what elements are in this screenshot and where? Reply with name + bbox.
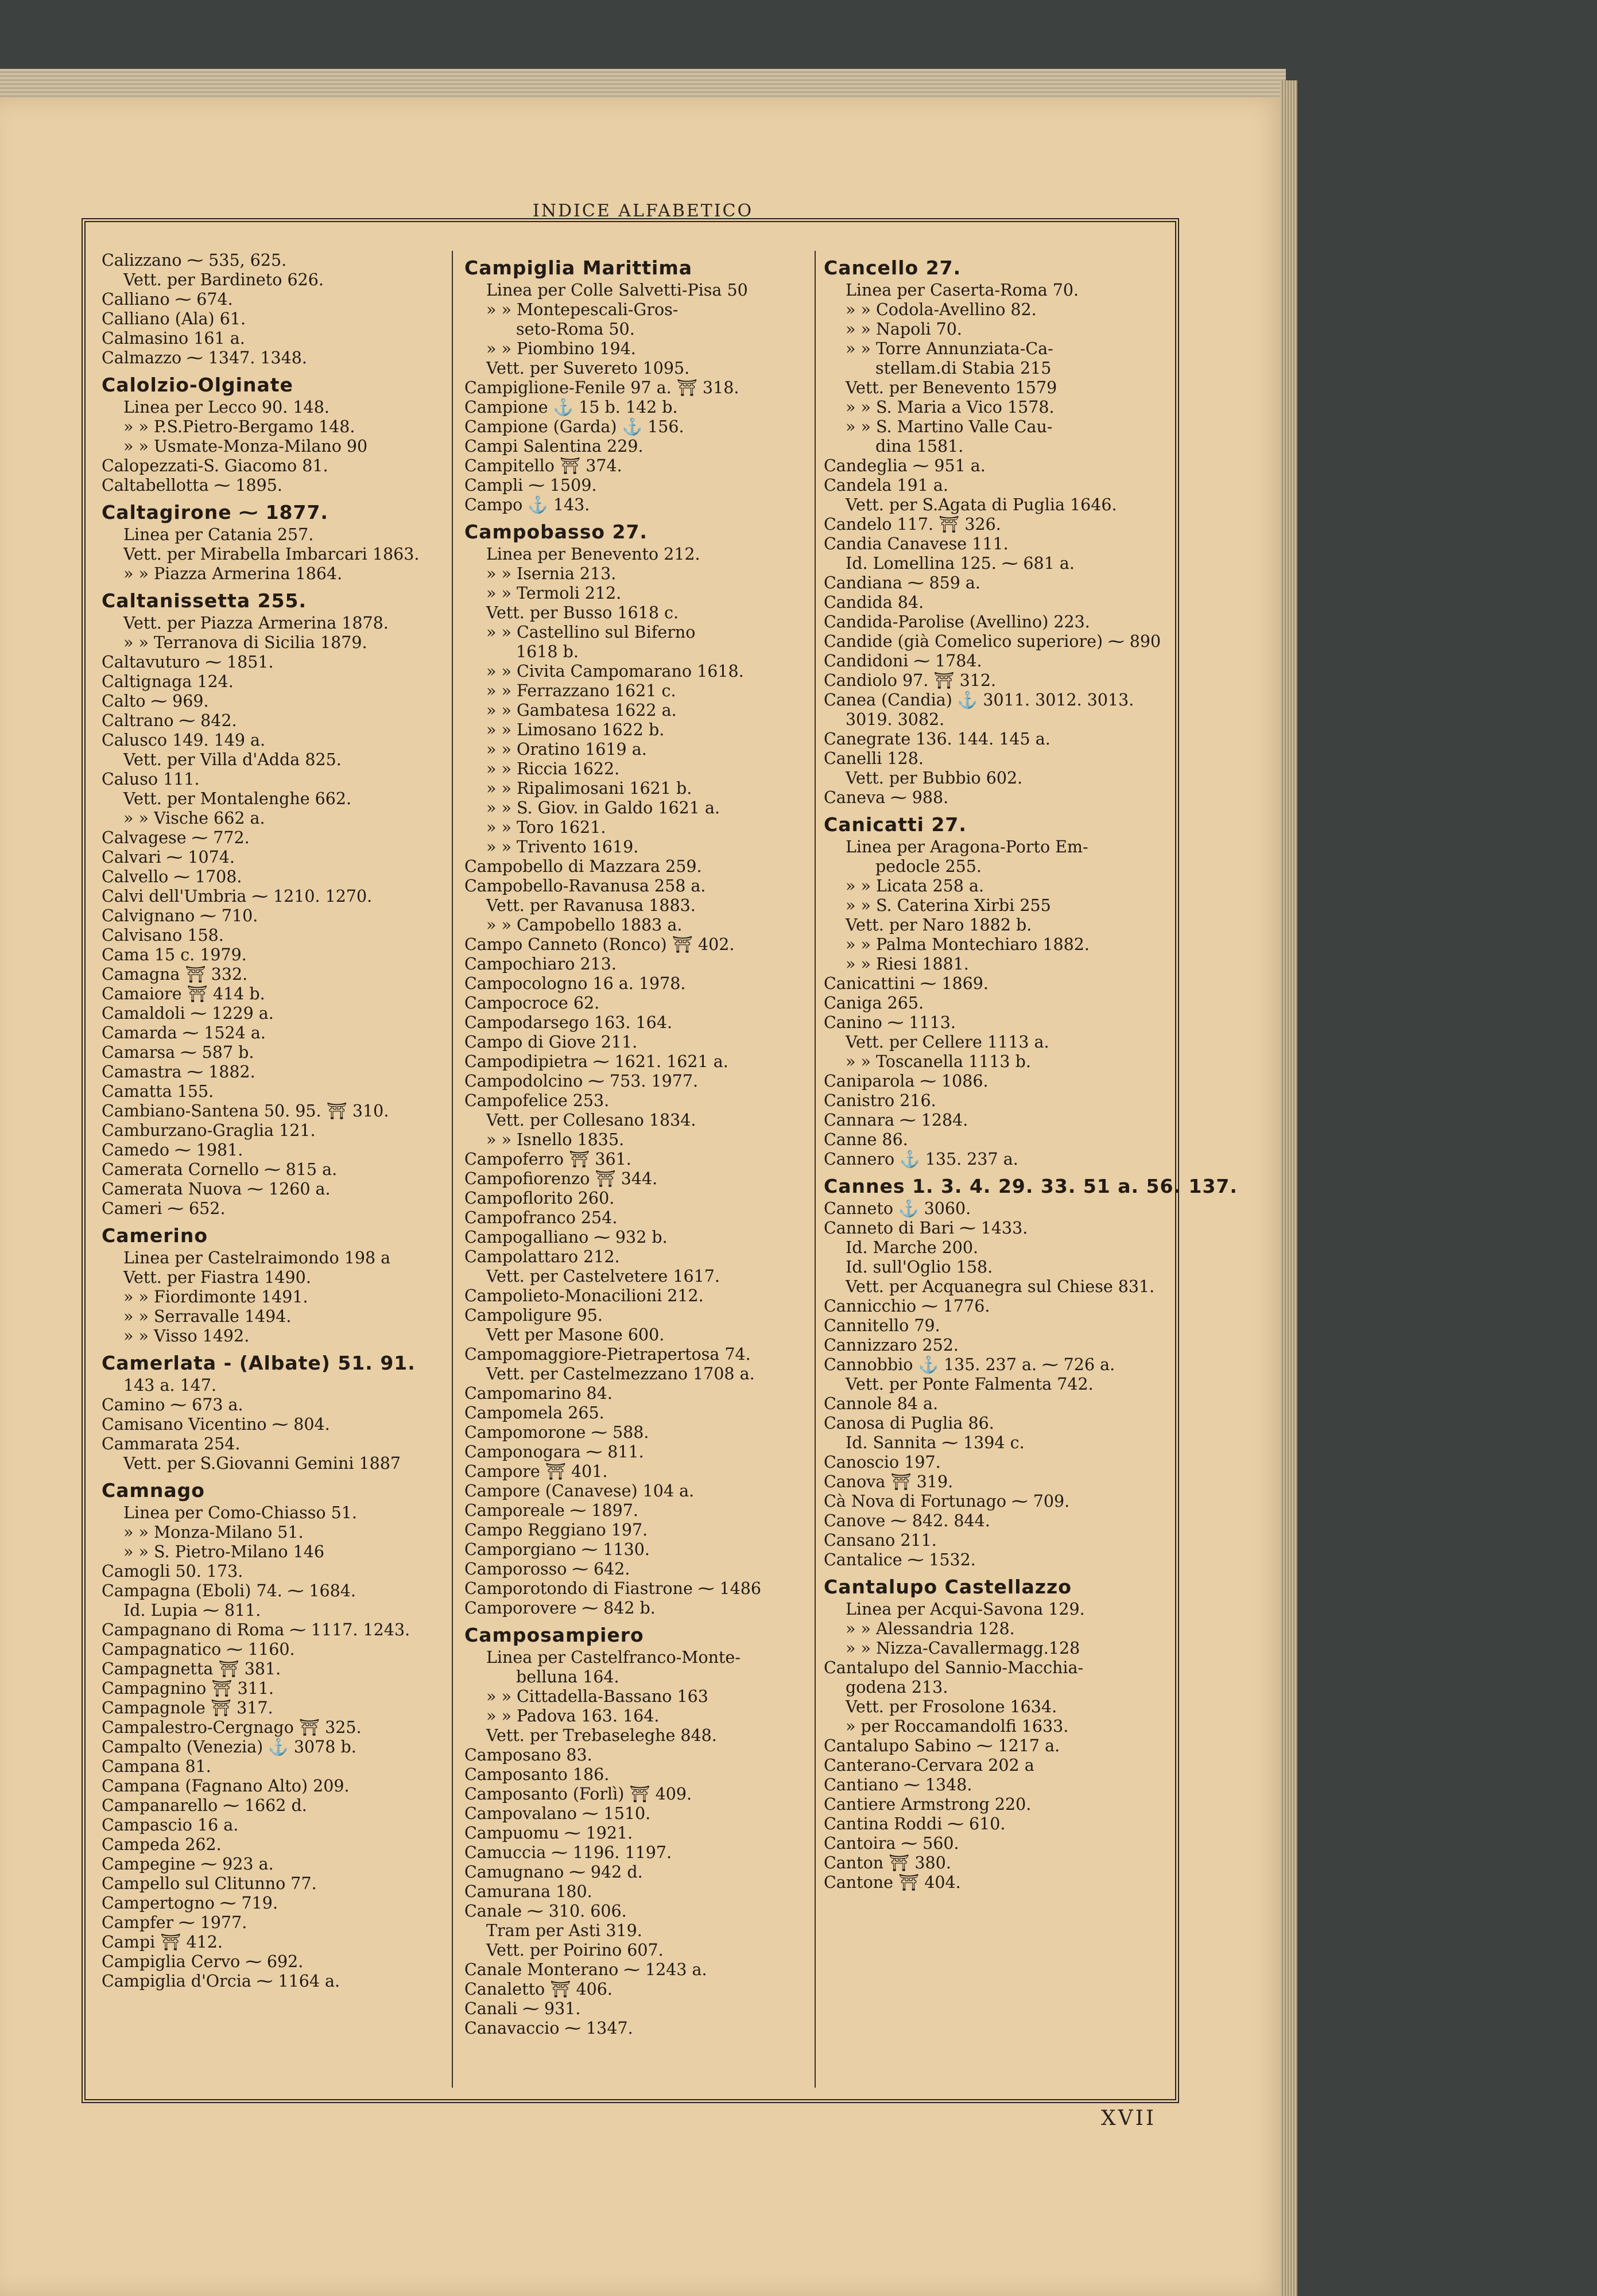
index-entry-line: dina 1581. (875, 437, 964, 456)
index-entry-line: Campertogno ⁓ 719. (102, 1894, 278, 1913)
index-entry-line: Caniparola ⁓ 1086. (824, 1072, 989, 1091)
index-entry-line: Vett. per S.Giovanni Gemini 1887 (123, 1454, 401, 1473)
index-entry-line: Canale ⁓ 310. 606. (464, 1902, 627, 1921)
index-entry-heading: Calolzio-Olginate (102, 374, 293, 396)
index-entry-line: Campochiaro 213. (464, 955, 617, 974)
index-entry-line: Campolattaro 212. (464, 1247, 620, 1266)
index-entry-line: » » Terranova di Sicilia 1879. (123, 633, 367, 652)
index-entry-line: 3019. 3082. (846, 710, 945, 729)
index-entry-line: » » S. Giov. in Galdo 1621 a. (486, 798, 720, 817)
index-entry-line: Campli ⁓ 1509. (464, 476, 597, 495)
index-entry-line: Camarsa ⁓ 587 b. (102, 1043, 254, 1062)
index-entry-line: Campanarello ⁓ 1662 d. (102, 1796, 307, 1815)
index-entry-line: Camponogara ⁓ 811. (464, 1442, 644, 1461)
index-entry-line: Campione ⚓ 15 b. 142 b. (464, 398, 678, 417)
index-entry-line: Cama 15 c. 1979. (102, 945, 247, 964)
index-entry-line: stellam.di Stabia 215 (875, 359, 1052, 378)
index-entry-line: Campofiorenzo ⛩ 344. (464, 1169, 658, 1188)
index-entry-line: » » Toro 1621. (486, 818, 606, 837)
index-entry-line: Campana (Fagnano Alto) 209. (102, 1777, 350, 1795)
index-column-1 (102, 251, 440, 2088)
index-entry-line: Candidoni ⁓ 1784. (824, 651, 982, 670)
index-entry-line: Cammarata 254. (102, 1434, 241, 1453)
index-entry-line: Campocologno 16 a. 1978. (464, 974, 686, 993)
index-entry-line: Campegine ⁓ 923 a. (102, 1855, 274, 1874)
index-entry-line: » » Serravalle 1494. (123, 1307, 292, 1326)
index-entry-line: Vett. per Piazza Armerina 1878. (123, 614, 389, 633)
index-entry-heading: Canicatti 27. (824, 813, 967, 836)
index-entry-line: Vett. per Collesano 1834. (486, 1111, 696, 1130)
index-entry-line: Campomela 265. (464, 1403, 604, 1422)
index-entry-line: Campascio 16 a. (102, 1816, 239, 1835)
index-entry-line: Campomorone ⁓ 588. (464, 1423, 649, 1442)
index-entry-line: Calvagese ⁓ 772. (102, 828, 250, 847)
index-entry-line: » » Licata 258 a. (846, 876, 984, 895)
page-number: XVII (1101, 2107, 1157, 2130)
index-entry-line: » » S. Caterina Xirbi 255 (846, 896, 1051, 915)
index-entry-line: Canistro 216. (824, 1091, 936, 1110)
index-entry-line: Linea per Benevento 212. (486, 545, 700, 564)
index-entry-line: » » Padova 163. 164. (486, 1707, 660, 1725)
index-entry-line: Calusco 149. 149 a. (102, 731, 266, 750)
index-entry-line: Cantoira ⁓ 560. (824, 1834, 959, 1853)
index-entry-line: Camurana 180. (464, 1882, 592, 1901)
index-entry-line: » » Visso 1492. (123, 1327, 250, 1345)
index-entry-line: Canova ⛩ 319. (824, 1472, 953, 1491)
index-entry-line: Campovalano ⁓ 1510. (464, 1804, 651, 1823)
index-entry-line: » » Piazza Armerina 1864. (123, 564, 343, 583)
index-entry-line: » » S. Pietro-Milano 146 (123, 1542, 325, 1561)
index-entry-line: Canton ⛩ 380. (824, 1853, 951, 1872)
index-entry-line: Campalestro-Cergnago ⛩ 325. (102, 1718, 362, 1737)
index-entry-line: Id. Sannita ⁓ 1394 c. (846, 1433, 1025, 1452)
index-entry-line: Camposano 83. (464, 1746, 592, 1764)
index-entry-line: Canali ⁓ 931. (464, 1999, 581, 2018)
index-entry-line: » » Civita Campomarano 1618. (486, 662, 744, 681)
index-entry-line: Linea per Castelfranco-Monte- (486, 1648, 741, 1667)
index-entry-line: Caneva ⁓ 988. (824, 788, 949, 807)
index-entry-line: Canea (Candia) ⚓ 3011. 3012. 3013. (824, 691, 1134, 709)
index-entry-line: Caltrano ⁓ 842. (102, 711, 237, 730)
index-entry-line: Campoligure 95. (464, 1306, 603, 1325)
index-entry-line: Campore ⛩ 401. (464, 1462, 608, 1481)
index-entry-line: Canoscio 197. (824, 1453, 941, 1472)
index-entry-line: » » Monza-Milano 51. (123, 1523, 304, 1542)
index-entry-line: Camposanto 186. (464, 1765, 610, 1784)
index-entry-line: Vett. per Busso 1618 c. (486, 603, 679, 622)
index-entry-line: Candida 84. (824, 593, 924, 612)
index-entry-line: Calmasino 161 a. (102, 329, 245, 348)
index-entry-line: Camatta 155. (102, 1082, 214, 1101)
index-entry-heading: Camposampiero (464, 1624, 644, 1646)
index-entry-line: Canneto di Bari ⁓ 1433. (824, 1219, 1028, 1238)
index-entry-line: Camuccia ⁓ 1196. 1197. (464, 1843, 672, 1862)
index-entry-line: Camisano Vicentino ⁓ 804. (102, 1415, 330, 1434)
index-entry-line: Candeglia ⁓ 951 a. (824, 456, 986, 475)
index-entry-line: » » Ripalimosani 1621 b. (486, 779, 692, 798)
index-entry-line: Cannizzaro 252. (824, 1336, 959, 1355)
index-entry-line: » » Termoli 212. (486, 584, 622, 603)
index-entry-line: Calmazzo ⁓ 1347. 1348. (102, 348, 307, 367)
index-entry-line: Candiana ⁓ 859 a. (824, 573, 980, 592)
index-entry-line: Campodarsego 163. 164. (464, 1013, 673, 1032)
index-entry-heading: Camerlata - (Albate) 51. 91. (102, 1352, 416, 1374)
index-entry-line: Linea per Acqui-Savona 129. (846, 1600, 1085, 1619)
index-entry-line: Campocroce 62. (464, 994, 600, 1013)
running-header: INDICE ALFABETICO (532, 201, 754, 221)
index-entry-heading: Caltanissetta 255. (102, 589, 307, 612)
index-entry-line: Camastra ⁓ 1882. (102, 1062, 255, 1081)
index-entry-line: » » Usmate-Monza-Milano 90 (123, 437, 368, 456)
index-entry-line: Campuomu ⁓ 1921. (464, 1824, 633, 1843)
index-entry-line: » » P.S.Pietro-Bergamo 148. (123, 417, 355, 436)
index-entry-line: » » Nizza-Cavallermagg.128 (846, 1639, 1080, 1658)
index-entry-line: Cantina Roddi ⁓ 610. (824, 1814, 1006, 1833)
index-entry-line: Calvisano 158. (102, 926, 224, 945)
index-entry-line: » » Ferrazzano 1621 c. (486, 681, 676, 700)
index-entry-line: Campagnatico ⁓ 1160. (102, 1640, 295, 1659)
index-entry-line: Cannole 84 a. (824, 1394, 939, 1413)
index-entry-heading: Cantalupo Castellazzo (824, 1576, 1072, 1598)
index-entry-line: Linea per Lecco 90. 148. (123, 398, 330, 417)
index-entry-line: Calvari ⁓ 1074. (102, 848, 235, 867)
index-entry-line: Caltignaga 124. (102, 672, 234, 691)
index-entry-line: Vett. per Cellere 1113 a. (846, 1033, 1049, 1052)
index-entry-line: » » Alessandria 128. (846, 1619, 1015, 1638)
index-entry-line: Id. Lomellina 125. ⁓ 681 a. (846, 554, 1075, 573)
index-entry-line: Cambiano-Santena 50. 95. ⛩ 310. (102, 1102, 389, 1120)
index-entry-line: Camporotondo di Fiastrone ⁓ 1486 (464, 1579, 761, 1598)
index-entry-line: Vett. per Montalenghe 662. (123, 789, 352, 808)
index-entry-line: Candiolo 97. ⛩ 312. (824, 671, 997, 690)
index-entry-line: Vett. per Trebaseleghe 848. (486, 1726, 717, 1745)
index-entry-line: Campeda 262. (102, 1835, 222, 1854)
index-entry-line: belluna 164. (516, 1667, 619, 1686)
index-entry-line: Candia Canavese 111. (824, 534, 1009, 553)
index-entry-line: Campiglia Cervo ⁓ 692. (102, 1952, 304, 1971)
index-entry-heading: Cancello 27. (824, 257, 962, 279)
index-entry-line: Canne 86. (824, 1130, 908, 1149)
index-entry-heading: Campobasso 27. (464, 521, 648, 543)
index-entry-line: Campolieto-Monacilioni 212. (464, 1286, 704, 1305)
index-entry-line: » » S. Martino Valle Cau- (846, 417, 1053, 436)
index-entry-line: Cameri ⁓ 652. (102, 1199, 226, 1218)
column-divider-1 (452, 251, 453, 2088)
index-entry-line: Camburzano-Graglia 121. (102, 1121, 316, 1140)
index-entry-line: Canaletto ⛩ 406. (464, 1980, 613, 1999)
index-entry-line: godena 213. (846, 1678, 948, 1697)
index-entry-line: » » Cittadella-Bassano 163 (486, 1687, 708, 1706)
index-entry-line: Cà Nova di Fortunago ⁓ 709. (824, 1492, 1070, 1511)
index-entry-line: » » Palma Montechiaro 1882. (846, 935, 1090, 954)
index-entry-line: Vett. per Benevento 1579 (846, 378, 1057, 397)
index-entry-line: Cantiere Armstrong 220. (824, 1795, 1032, 1814)
index-entry-line: Canino ⁓ 1113. (824, 1013, 956, 1032)
index-entry-line: Linea per Como-Chiasso 51. (123, 1503, 357, 1522)
index-entry-line: Calvi dell'Umbria ⁓ 1210. 1270. (102, 887, 373, 906)
index-entry-line: Cannobbio ⚓ 135. 237 a. ⁓ 726 a. (824, 1355, 1115, 1374)
index-entry-heading: Campiglia Marittima (464, 257, 693, 279)
index-entry-line: » » Torre Annunziata-Ca- (846, 339, 1053, 358)
index-entry-line: » » Trivento 1619. (486, 837, 639, 856)
index-entry-line: Calliano (Ala) 61. (102, 309, 246, 328)
index-entry-line: Camogli 50. 173. (102, 1562, 243, 1581)
index-entry-line: Camerata Nuova ⁓ 1260 a. (102, 1180, 331, 1199)
index-entry-line: Campagnino ⛩ 311. (102, 1679, 274, 1698)
index-entry-line: » » Riccia 1622. (486, 759, 620, 778)
index-entry-line: » » Codola-Avellino 82. (846, 300, 1037, 319)
index-entry-line: Campagnetta ⛩ 381. (102, 1659, 281, 1678)
index-entry-line: » » Oratino 1619 a. (486, 740, 647, 759)
index-entry-line: Camporovere ⁓ 842 b. (464, 1599, 656, 1618)
index-entry-line: Campobello di Mazzara 259. (464, 857, 702, 876)
index-entry-line: Campodolcino ⁓ 753. 1977. (464, 1072, 699, 1091)
index-entry-line: Campagnano di Roma ⁓ 1117. 1243. (102, 1620, 410, 1639)
index-entry-line: Camaiore ⛩ 414 b. (102, 984, 265, 1003)
index-entry-line: Tram per Asti 319. (486, 1921, 642, 1940)
index-entry-line: Vett. per Naro 1882 b. (846, 916, 1032, 934)
index-entry-line: » » Fiordimonte 1491. (123, 1287, 308, 1306)
index-entry-line: Campofranco 254. (464, 1208, 618, 1227)
index-entry-line: Campagnole ⛩ 317. (102, 1698, 273, 1717)
index-entry-line: Campogalliano ⁓ 932 b. (464, 1228, 668, 1247)
index-entry-line: » » Limosano 1622 b. (486, 720, 665, 739)
index-entry-line: Candide (già Comelico superiore) ⁓ 890 (824, 632, 1161, 651)
index-entry-line: Camerata Cornello ⁓ 815 a. (102, 1160, 338, 1179)
index-entry-line: » » S. Maria a Vico 1578. (846, 398, 1055, 417)
index-entry-line: Vett. per S.Agata di Puglia 1646. (846, 495, 1117, 514)
index-entry-line: Campomaggiore-Pietrapertosa 74. (464, 1345, 751, 1364)
index-entry-line: » » Isnello 1835. (486, 1130, 625, 1149)
index-entry-line: Campiglia d'Orcia ⁓ 1164 a. (102, 1972, 340, 1991)
index-entry-heading: Camnago (102, 1479, 205, 1502)
index-entry-line: Canterano-Cervara 202 a (824, 1756, 1034, 1775)
index-entry-line: Campagna (Eboli) 74. ⁓ 1684. (102, 1581, 356, 1600)
index-entry-line: Camporgiano ⁓ 1130. (464, 1540, 650, 1559)
index-entry-line: Campione (Garda) ⚓ 156. (464, 417, 684, 436)
index-entry-line: Caluso 111. (102, 770, 200, 789)
index-entry-line: Cannero ⚓ 135. 237 a. (824, 1150, 1018, 1169)
index-entry-line: Linea per Catania 257. (123, 525, 314, 544)
index-entry-line: » » Napoli 70. (846, 320, 962, 339)
index-entry-line: 143 a. 147. (123, 1376, 217, 1395)
index-entry-line: Cantalice ⁓ 1532. (824, 1550, 976, 1569)
index-entry-line: Linea per Castelraimondo 198 a (123, 1248, 391, 1267)
index-entry-line: Campitello ⛩ 374. (464, 456, 622, 475)
index-entry-line: Calopezzati-S. Giacomo 81. (102, 456, 328, 475)
index-entry-line: Campo di Giove 211. (464, 1033, 638, 1052)
index-entry-heading: Camerino (102, 1224, 208, 1247)
index-entry-line: Canavaccio ⁓ 1347. (464, 2019, 633, 2038)
index-entry-line: Candelo 117. ⛩ 326. (824, 515, 1001, 534)
index-entry-line: Vett per Masone 600. (486, 1325, 665, 1344)
index-entry-line: Campi ⛩ 412. (102, 1933, 223, 1952)
index-entry-line: Caltavuturo ⁓ 1851. (102, 653, 274, 672)
index-entry-line: Candida-Parolise (Avellino) 223. (824, 612, 1090, 631)
index-entry-line: » » Isernia 213. (486, 564, 617, 583)
index-entry-line: Camarda ⁓ 1524 a. (102, 1023, 266, 1042)
index-entry-line: Cansano 211. (824, 1531, 937, 1550)
index-entry-heading: Cannes 1. 3. 4. 29. 33. 51 a. 56. 137. (824, 1175, 1238, 1197)
index-entry-line: Vett. per Acquanegra sul Chiese 831. (846, 1277, 1155, 1296)
index-column-3 (824, 251, 1238, 2088)
index-entry-line: Campoflorito 260. (464, 1189, 615, 1208)
index-entry-line: Vett. per Frosolone 1634. (846, 1697, 1057, 1716)
index-entry-line: Vett. per Castelvetere 1617. (486, 1267, 720, 1286)
index-entry-line: » » Riesi 1881. (846, 955, 969, 974)
index-entry-line: pedocle 255. (875, 857, 982, 876)
index-entry-line: Campo Canneto (Ronco) ⛩ 402. (464, 935, 735, 954)
index-entry-line: Vett. per Ponte Falmenta 742. (846, 1375, 1094, 1394)
index-entry-line: Camposanto (Forlì) ⛩ 409. (464, 1785, 692, 1804)
index-entry-line: Canosa di Puglia 86. (824, 1414, 994, 1433)
index-entry-line: Campofelice 253. (464, 1091, 610, 1110)
index-entry-line: Vett. per Bardineto 626. (123, 270, 324, 289)
index-entry-line: 1618 b. (516, 642, 579, 661)
index-entry-line: Campalto (Venezia) ⚓ 3078 b. (102, 1737, 356, 1756)
index-entry-line: Campiglione-Fenile 97 a. ⛩ 318. (464, 378, 739, 397)
index-entry-line: Camaldoli ⁓ 1229 a. (102, 1004, 274, 1023)
index-entry-line: Canelli 128. (824, 749, 924, 768)
index-entry-line: Vett. per Bubbio 602. (846, 769, 1023, 788)
index-entry-line: Linea per Colle Salvetti-Pisa 50 (486, 281, 748, 300)
index-entry-line: Calliano ⁓ 674. (102, 290, 233, 309)
index-entry-line: Campore (Canavese) 104 a. (464, 1481, 695, 1500)
index-entry-line: seto-Roma 50. (516, 320, 635, 339)
index-entry-line: Campana 81. (102, 1757, 211, 1776)
index-entry-line: Canicattini ⁓ 1869. (824, 974, 989, 993)
index-entry-line: Cannitello 79. (824, 1316, 940, 1335)
index-entry-line: Vett. per Fiastra 1490. (123, 1268, 311, 1287)
index-entry-line: Vett. per Castelmezzano 1708 a. (486, 1364, 755, 1383)
index-entry-line: Campfer ⁓ 1977. (102, 1913, 247, 1932)
index-entry-line: Id. sull'Oglio 158. (846, 1258, 993, 1277)
index-entry-line: Camugnano ⁓ 942 d. (464, 1863, 643, 1882)
index-entry-line: Canale Monterano ⁓ 1243 a. (464, 1960, 707, 1979)
index-entry-line: Campo Reggiano 197. (464, 1521, 648, 1539)
index-column-2 (464, 251, 807, 2088)
index-entry-line: Vett. per Poirino 607. (486, 1941, 664, 1960)
index-entry-line: Caltabellotta ⁓ 1895. (102, 476, 282, 495)
index-entry-line: Linea per Aragona-Porto Em- (846, 837, 1088, 856)
index-entry-line: Calvignano ⁓ 710. (102, 906, 258, 925)
index-entry-line: Camporeale ⁓ 1897. (464, 1501, 638, 1520)
index-entry-line: » » Campobello 1883 a. (486, 916, 683, 934)
index-entry-line: Camagna ⛩ 332. (102, 965, 248, 984)
column-divider-2 (815, 251, 816, 2088)
index-entry-line: Linea per Caserta-Roma 70. (846, 281, 1079, 300)
index-entry-line: Campo ⚓ 143. (464, 495, 590, 514)
index-entry-line: Campello sul Clitunno 77. (102, 1874, 317, 1893)
index-entry-line: » » Vische 662 a. (123, 809, 265, 828)
index-entry-line: Cantone ⛩ 404. (824, 1873, 961, 1892)
index-entry-line: Vett. per Ravanusa 1883. (486, 896, 696, 915)
index-entry-line: Caniga 265. (824, 994, 924, 1013)
index-entry-line: Cantalupo del Sannio-Macchia- (824, 1658, 1084, 1677)
index-entry-line: Canegrate 136. 144. 145 a. (824, 730, 1051, 748)
index-entry-line: Calizzano ⁓ 535, 625. (102, 251, 287, 270)
index-entry-line: Calto ⁓ 969. (102, 692, 209, 711)
page-stack-right-edge (1280, 80, 1297, 2296)
index-entry-line: Vett. per Mirabella Imbarcari 1863. (123, 545, 420, 564)
index-entry-line: Vett. per Suvereto 1095. (486, 359, 690, 378)
index-entry-line: Camporosso ⁓ 642. (464, 1560, 630, 1578)
index-entry-line: Candela 191 a. (824, 476, 948, 495)
index-entry-line: Cantiano ⁓ 1348. (824, 1775, 972, 1794)
index-entry-line: Vett. per Villa d'Adda 825. (123, 750, 342, 769)
index-entry-line: » » Montepescali-Gros- (486, 300, 679, 319)
index-entry-line: » » Castellino sul Biferno (486, 623, 696, 642)
index-entry-line: Campoferro ⛩ 361. (464, 1150, 631, 1169)
index-entry-line: Cantalupo Sabino ⁓ 1217 a. (824, 1736, 1060, 1755)
index-entry-line: Calvello ⁓ 1708. (102, 867, 242, 886)
index-entry-heading: Caltagirone ⁓ 1877. (102, 501, 328, 523)
index-entry-line: Canove ⁓ 842. 844. (824, 1511, 990, 1530)
index-entry-line: » » Toscanella 1113 b. (846, 1052, 1031, 1071)
index-entry-line: » per Roccamandolfi 1633. (846, 1717, 1069, 1736)
index-entry-line: Campomarino 84. (464, 1384, 613, 1403)
index-entry-line: Campodipietra ⁓ 1621. 1621 a. (464, 1052, 728, 1071)
index-entry-line: Cannara ⁓ 1284. (824, 1111, 968, 1130)
index-entry-line: » » Gambatesa 1622 a. (486, 701, 677, 720)
index-entry-line: Cannicchio ⁓ 1776. (824, 1297, 990, 1316)
index-entry-line: » » Piombino 194. (486, 339, 636, 358)
index-frame (82, 218, 1238, 2103)
index-entry-line: Campobello-Ravanusa 258 a. (464, 876, 706, 895)
index-entry-line: Id. Marche 200. (846, 1238, 979, 1257)
index-entry-line: Canneto ⚓ 3060. (824, 1199, 971, 1218)
index-entry-line: Camino ⁓ 673 a. (102, 1395, 243, 1414)
index-entry-line: Id. Lupia ⁓ 811. (123, 1601, 261, 1620)
index-entry-line: Campi Salentina 229. (464, 437, 644, 456)
index-entry-line: Camedo ⁓ 1981. (102, 1141, 243, 1159)
